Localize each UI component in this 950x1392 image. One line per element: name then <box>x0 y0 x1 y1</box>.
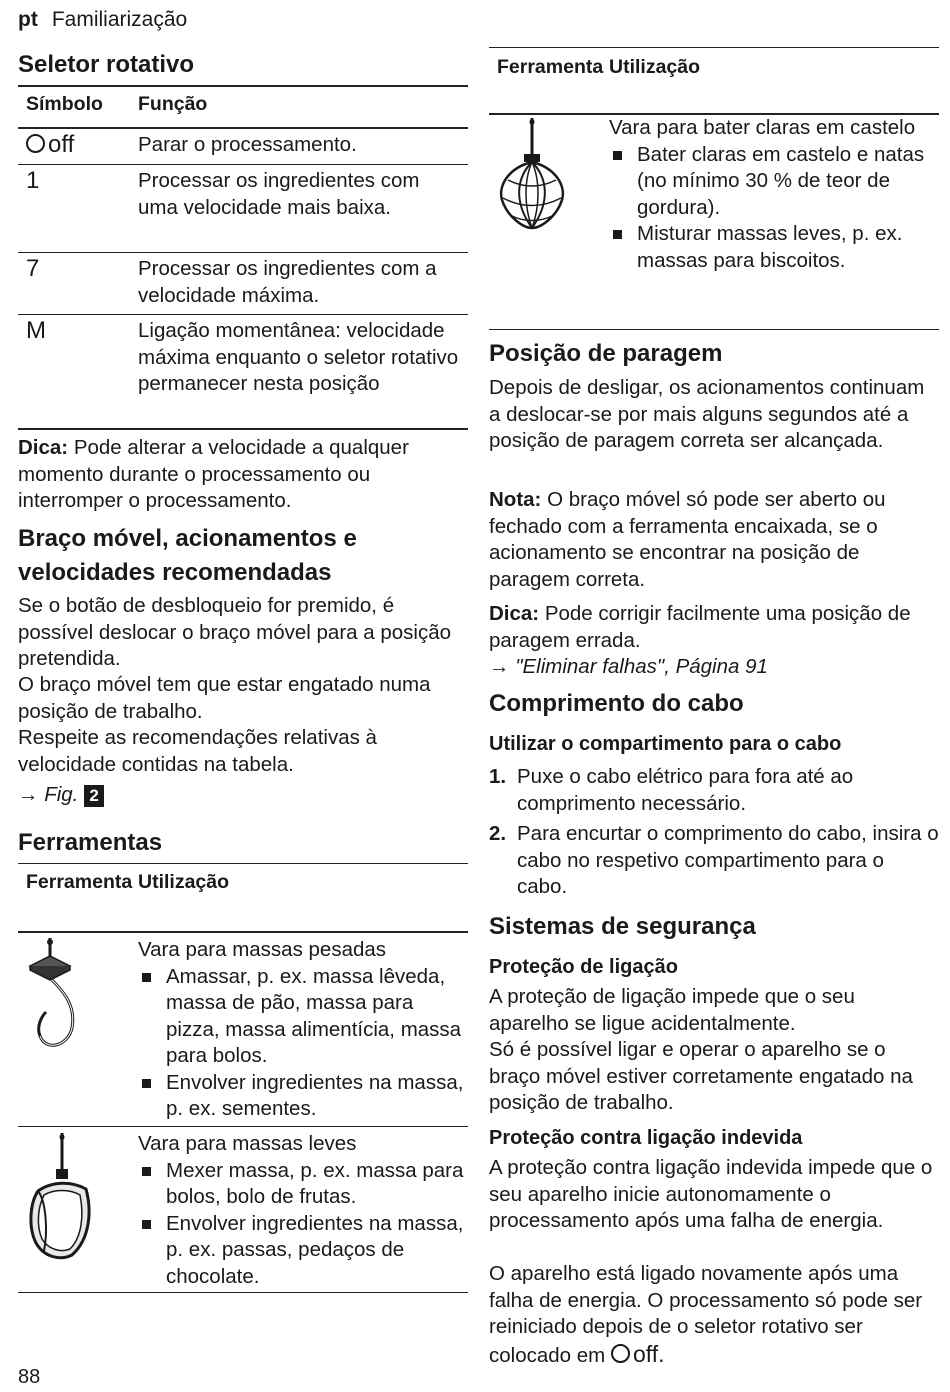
safety-paragraph: A proteção de ligação impede que o seu aparelho se ligue acidentalmente. <box>489 985 855 1035</box>
divider <box>18 252 468 253</box>
safety-subtitle-1: Proteção de ligação <box>489 956 678 978</box>
col-use: Utilização <box>138 871 230 893</box>
tool-use <box>609 115 937 274</box>
cable-length-title: Comprimento do cabo <box>489 690 744 717</box>
col-tool: Ferramenta <box>497 56 604 78</box>
page-number: 88 <box>18 1366 41 1388</box>
list-item: 2. Para encurtar o comprimento do cabo, insira o cabo no respetivo compartimento para o cabo. <box>489 822 939 898</box>
divider <box>489 329 939 330</box>
tool-use <box>138 1131 468 1290</box>
note-paragraph: Nota: O braço móvel só pode ser aberto ou fechado com a ferramenta encaixada, se o acionamento se encontrar na posição de paragem correta. <box>489 488 886 591</box>
divider <box>489 47 939 48</box>
beater-icon <box>24 1131 96 1263</box>
troubleshooting-link[interactable]: → "Eliminar falhas", Página 91 <box>489 655 768 678</box>
list-item: Envolver ingredientes na massa, p. ex. sementes. <box>138 1070 468 1123</box>
divider <box>18 127 468 129</box>
list-item: Misturar massas leves, p. ex. massas para biscoitos. <box>609 221 937 274</box>
safety-paragraph: O aparelho está ligado novamente após uma falha de energia. O processamento só pode ser reiniciado depois de o seletor rotativo ser colocado em off. <box>489 1262 923 1367</box>
safety-paragraph: Só é possível ligar e operar o aparelho se o braço móvel estiver corretamente engatado na posição de trabalho. <box>489 1038 913 1114</box>
tools-title: Ferramentas <box>18 829 163 856</box>
divider <box>18 164 468 165</box>
safety-subtitle-2: Proteção contra ligação indevida <box>489 1127 803 1149</box>
list-item: 1. Puxe o cabo elétrico para fora até ao comprimento necessário. <box>489 765 854 815</box>
divider <box>18 863 468 864</box>
safety-title: Sistemas de segurança <box>489 913 756 940</box>
list-item: Envolver ingredientes na massa, p. ex. passas, pedaços de chocolate. <box>138 1211 468 1291</box>
language-code: pt <box>18 8 38 31</box>
tool-heading: Vara para massas pesadas <box>138 938 387 961</box>
tool-use <box>138 937 468 1123</box>
symbol-7: 7 <box>26 255 40 282</box>
stop-position-title: Posição de paragem <box>489 340 723 367</box>
function-text: Parar o processamento. <box>138 133 357 156</box>
col-symbol: Símbolo <box>26 93 103 115</box>
divider <box>18 85 468 87</box>
figure-number-badge: 2 <box>84 785 103 807</box>
function-text: Processar os ingredientes com uma velocidade mais baixa. <box>138 169 420 219</box>
off-circle-icon <box>26 134 45 153</box>
col-use: Utilização <box>609 56 701 78</box>
arm-paragraph-2: O braço móvel tem que estar engatado numa posição de trabalho. <box>18 673 431 723</box>
arm-paragraph-3: Respeite as recomendações relativas à velocidade contidas na tabela. <box>18 726 377 776</box>
tool-heading: Vara para bater claras em castelo <box>609 116 916 139</box>
divider <box>18 931 468 933</box>
symbol-off: off <box>26 131 74 159</box>
list-item: Bater claras em castelo e natas (no mínimo 30 % de teor de gordura). <box>609 142 937 222</box>
col-function: Função <box>138 93 208 115</box>
cable-subtitle: Utilizar o compartimento para o cabo <box>489 733 842 755</box>
tool-heading: Vara para massas leves <box>138 1132 357 1155</box>
dough-hook-icon <box>24 936 88 1054</box>
arm-title: Braço móvel, acionamentos e velocidades recomendadas <box>18 525 357 586</box>
rotary-selector-title: Seletor rotativo <box>18 51 195 78</box>
page-header <box>18 8 187 32</box>
off-circle-icon <box>611 1344 630 1363</box>
arm-paragraph-1: Se o botão de desbloqueio for premido, é possível deslocar o braço móvel para a posição pretendida. <box>18 594 452 670</box>
figure-reference[interactable]: → Fig. 2 <box>18 782 104 809</box>
divider <box>18 428 468 430</box>
divider <box>18 1292 468 1293</box>
off-symbol: off. <box>611 1341 665 1367</box>
symbol-1: 1 <box>26 167 40 194</box>
function-text: Processar os ingredientes com a velocidade máxima. <box>138 257 437 307</box>
tip-paragraph: Dica: Pode alterar a velocidade a qualquer momento durante o processamento ou interromper o processamento. <box>18 436 409 512</box>
list-item: Mexer massa, p. ex. massa para bolos, bolo de frutas. <box>138 1158 468 1211</box>
section-name: Familiarização <box>51 8 188 31</box>
symbol-m: M <box>26 317 46 344</box>
tip-paragraph: Dica: Pode corrigir facilmente uma posição de paragem errada. <box>489 602 911 652</box>
cable-steps <box>489 764 939 901</box>
whisk-icon <box>494 116 570 232</box>
list-item: Amassar, p. ex. massa lêveda, massa de pão, massa para pizza, massa alimentícia, massa para bolos. <box>138 964 468 1070</box>
divider <box>18 1126 468 1127</box>
safety-paragraph: A proteção contra ligação indevida impede que o seu aparelho inicie autonomamente o processamento após uma falha de energia. <box>489 1156 933 1232</box>
function-text: Ligação momentânea: velocidade máxima enquanto o seletor rotativo permanecer nesta posição <box>138 319 459 395</box>
stop-paragraph: Depois de desligar, os acionamentos continuam a deslocar-se por mais alguns segundos até a posição de paragem correta ser alcançada. <box>489 376 925 452</box>
divider <box>18 314 468 315</box>
col-tool: Ferramenta <box>26 871 133 893</box>
